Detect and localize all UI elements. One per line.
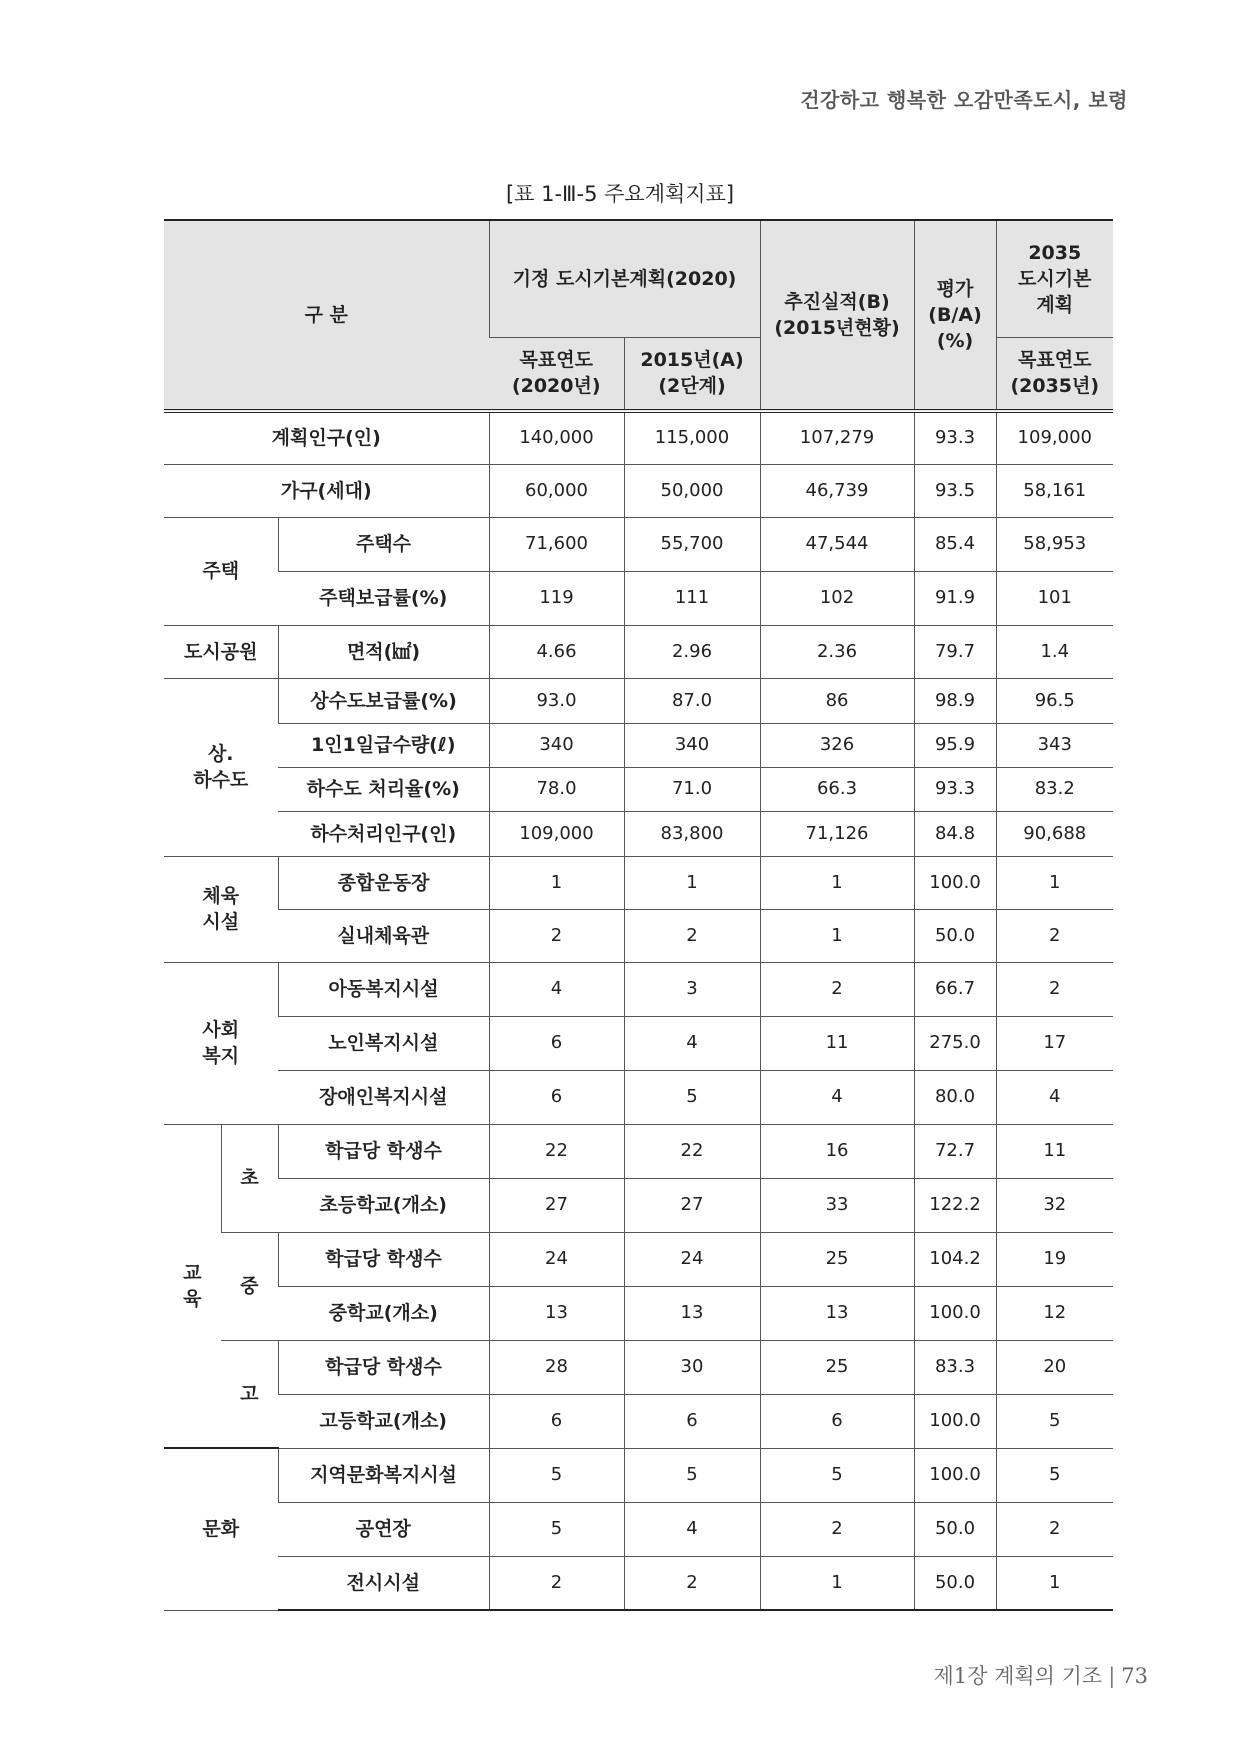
cell-actual: 47,544	[760, 517, 914, 571]
cell-eval: 98.9	[914, 678, 996, 723]
row-label: 초등학교(개소)	[278, 1178, 489, 1232]
cell-2015: 5	[624, 1448, 760, 1502]
table-row	[164, 1070, 1113, 1124]
cell-eval: 50.0	[914, 909, 996, 962]
cell-2015: 115,000	[624, 411, 760, 464]
cell-target-2020: 4.66	[489, 625, 624, 678]
cell-target-2020: 27	[489, 1178, 624, 1232]
cell-target-2035: 1	[996, 856, 1113, 909]
cell-eval: 80.0	[914, 1070, 996, 1124]
table-row	[164, 1178, 1113, 1232]
cell-target-2035: 343	[996, 723, 1113, 767]
table-row	[164, 811, 1113, 856]
group-education-elementary: 초	[221, 1124, 278, 1232]
group-park: 도시공원	[164, 625, 278, 678]
cell-actual: 86	[760, 678, 914, 723]
cell-2015: 87.0	[624, 678, 760, 723]
cell-target-2035: 96.5	[996, 678, 1113, 723]
table-row	[164, 625, 1113, 678]
cell-target-2035: 58,161	[996, 464, 1113, 517]
cell-2015: 111	[624, 571, 760, 625]
cell-2015: 24	[624, 1232, 760, 1286]
header-plan2035: 2035 도시기본 계획	[996, 220, 1113, 337]
cell-target-2035: 4	[996, 1070, 1113, 1124]
cell-eval: 122.2	[914, 1178, 996, 1232]
running-header: 건강하고 행복한 오감만족도시, 보령	[800, 88, 1128, 112]
row-label: 중학교(개소)	[278, 1286, 489, 1340]
cell-2015: 5	[624, 1070, 760, 1124]
table-row	[164, 962, 1113, 1016]
cell-eval: 79.7	[914, 625, 996, 678]
cell-2015: 71.0	[624, 767, 760, 811]
cell-target-2020: 5	[489, 1502, 624, 1556]
cell-actual: 1	[760, 1556, 914, 1610]
header-2015-phase: 2015년(A) (2단계)	[624, 337, 760, 411]
cell-2015: 30	[624, 1340, 760, 1394]
cell-eval: 93.3	[914, 767, 996, 811]
cell-target-2020: 6	[489, 1394, 624, 1448]
table-row	[164, 571, 1113, 625]
cell-eval: 275.0	[914, 1016, 996, 1070]
table-row	[164, 767, 1113, 811]
row-label: 면적(㎢)	[278, 625, 489, 678]
row-label: 상수도보급률(%)	[278, 678, 489, 723]
cell-actual: 25	[760, 1340, 914, 1394]
cell-eval: 50.0	[914, 1556, 996, 1610]
table-row	[164, 1502, 1113, 1556]
cell-2015: 3	[624, 962, 760, 1016]
table-row	[164, 1232, 1113, 1286]
cell-2015: 27	[624, 1178, 760, 1232]
row-label: 가구(세대)	[164, 464, 489, 517]
table-row	[164, 1016, 1113, 1070]
header-evaluation: 평가 (B/A) (%)	[914, 220, 996, 411]
cell-target-2035: 109,000	[996, 411, 1113, 464]
cell-actual: 2.36	[760, 625, 914, 678]
cell-eval: 100.0	[914, 856, 996, 909]
cell-actual: 326	[760, 723, 914, 767]
cell-actual: 16	[760, 1124, 914, 1178]
cell-target-2020: 13	[489, 1286, 624, 1340]
cell-eval: 104.2	[914, 1232, 996, 1286]
row-label: 주택보급률(%)	[278, 571, 489, 625]
cell-eval: 100.0	[914, 1394, 996, 1448]
cell-target-2020: 1	[489, 856, 624, 909]
cell-eval: 100.0	[914, 1286, 996, 1340]
cell-target-2035: 2	[996, 962, 1113, 1016]
table-row	[164, 1286, 1113, 1340]
cell-target-2035: 2	[996, 1502, 1113, 1556]
cell-target-2035: 58,953	[996, 517, 1113, 571]
key-plan-indicators-table	[164, 219, 1113, 1611]
page-number: 73	[1121, 1664, 1148, 1688]
cell-eval: 66.7	[914, 962, 996, 1016]
cell-2015: 83,800	[624, 811, 760, 856]
cell-target-2020: 6	[489, 1016, 624, 1070]
cell-target-2020: 2	[489, 1556, 624, 1610]
table-row	[164, 1448, 1113, 1502]
row-label: 공연장	[278, 1502, 489, 1556]
row-label: 1인1일급수량(ℓ)	[278, 723, 489, 767]
page-footer	[933, 1660, 1148, 1690]
cell-target-2035: 11	[996, 1124, 1113, 1178]
table-row	[164, 1394, 1113, 1448]
table-row	[164, 856, 1113, 909]
cell-2015: 2	[624, 909, 760, 962]
cell-eval: 91.9	[914, 571, 996, 625]
cell-target-2035: 5	[996, 1394, 1113, 1448]
cell-eval: 93.5	[914, 464, 996, 517]
cell-target-2020: 109,000	[489, 811, 624, 856]
row-label: 학급당 학생수	[278, 1232, 489, 1286]
cell-target-2035: 19	[996, 1232, 1113, 1286]
row-label: 하수처리인구(인)	[278, 811, 489, 856]
cell-2015: 6	[624, 1394, 760, 1448]
cell-target-2035: 12	[996, 1286, 1113, 1340]
cell-actual: 2	[760, 962, 914, 1016]
cell-target-2020: 78.0	[489, 767, 624, 811]
table-row	[164, 411, 1113, 464]
row-label: 학급당 학생수	[278, 1124, 489, 1178]
cell-target-2035: 90,688	[996, 811, 1113, 856]
table-row	[164, 678, 1113, 723]
group-sports: 체육 시설	[164, 856, 278, 962]
cell-actual: 6	[760, 1394, 914, 1448]
group-education-middle: 중	[221, 1232, 278, 1340]
row-label: 지역문화복지시설	[278, 1448, 489, 1502]
cell-target-2020: 24	[489, 1232, 624, 1286]
cell-target-2020: 71,600	[489, 517, 624, 571]
cell-target-2020: 93.0	[489, 678, 624, 723]
group-welfare: 사회 복지	[164, 962, 278, 1124]
cell-target-2020: 28	[489, 1340, 624, 1394]
cell-actual: 1	[760, 856, 914, 909]
cell-eval: 83.3	[914, 1340, 996, 1394]
row-label: 종합운동장	[278, 856, 489, 909]
cell-target-2035: 17	[996, 1016, 1113, 1070]
group-culture: 문화	[164, 1448, 278, 1610]
cell-target-2020: 5	[489, 1448, 624, 1502]
cell-target-2035: 101	[996, 571, 1113, 625]
table-row	[164, 1556, 1113, 1610]
row-label: 하수도 처리율(%)	[278, 767, 489, 811]
group-education-high: 고	[221, 1340, 278, 1448]
cell-target-2035: 5	[996, 1448, 1113, 1502]
cell-target-2020: 119	[489, 571, 624, 625]
row-label: 장애인복지시설	[278, 1070, 489, 1124]
cell-eval: 95.9	[914, 723, 996, 767]
table-row	[164, 909, 1113, 962]
row-label: 아동복지시설	[278, 962, 489, 1016]
header-target-year-2035: 목표연도 (2035년)	[996, 337, 1113, 411]
cell-target-2035: 1.4	[996, 625, 1113, 678]
header-category: 구 분	[164, 220, 489, 411]
cell-2015: 1	[624, 856, 760, 909]
table-row	[164, 517, 1113, 571]
footer-separator: |	[1108, 1664, 1116, 1688]
cell-actual: 2	[760, 1502, 914, 1556]
cell-eval: 50.0	[914, 1502, 996, 1556]
cell-eval: 85.4	[914, 517, 996, 571]
cell-2015: 4	[624, 1502, 760, 1556]
cell-actual: 46,739	[760, 464, 914, 517]
cell-actual: 107,279	[760, 411, 914, 464]
cell-target-2020: 2	[489, 909, 624, 962]
header-target-year-2020: 목표연도 (2020년)	[489, 337, 624, 411]
table-caption: [표 1-Ⅲ-5 주요계획지표]	[505, 182, 735, 206]
cell-eval: 93.3	[914, 411, 996, 464]
cell-eval: 72.7	[914, 1124, 996, 1178]
row-label: 학급당 학생수	[278, 1340, 489, 1394]
cell-target-2020: 4	[489, 962, 624, 1016]
cell-2015: 13	[624, 1286, 760, 1340]
cell-actual: 102	[760, 571, 914, 625]
cell-actual: 66.3	[760, 767, 914, 811]
cell-target-2035: 32	[996, 1178, 1113, 1232]
cell-target-2020: 6	[489, 1070, 624, 1124]
cell-2015: 22	[624, 1124, 760, 1178]
cell-actual: 33	[760, 1178, 914, 1232]
group-housing: 주택	[164, 517, 278, 625]
table-row	[164, 464, 1113, 517]
cell-actual: 5	[760, 1448, 914, 1502]
cell-2015: 2	[624, 1556, 760, 1610]
cell-actual: 25	[760, 1232, 914, 1286]
cell-eval: 100.0	[914, 1448, 996, 1502]
row-label: 노인복지시설	[278, 1016, 489, 1070]
cell-target-2020: 60,000	[489, 464, 624, 517]
row-label: 계획인구(인)	[164, 411, 489, 464]
chapter-title: 제1장 계획의 기조	[933, 1664, 1103, 1688]
cell-2015: 4	[624, 1016, 760, 1070]
row-label: 고등학교(개소)	[278, 1394, 489, 1448]
table-row	[164, 723, 1113, 767]
row-label: 주택수	[278, 517, 489, 571]
cell-target-2020: 22	[489, 1124, 624, 1178]
cell-target-2020: 140,000	[489, 411, 624, 464]
cell-target-2035: 83.2	[996, 767, 1113, 811]
cell-actual: 1	[760, 909, 914, 962]
table-row	[164, 1124, 1113, 1178]
cell-2015: 50,000	[624, 464, 760, 517]
row-label: 실내체육관	[278, 909, 489, 962]
cell-target-2035: 2	[996, 909, 1113, 962]
cell-actual: 4	[760, 1070, 914, 1124]
header-plan2020: 기정 도시기본계획(2020)	[489, 220, 760, 337]
table-row	[164, 1340, 1113, 1394]
row-label: 전시시설	[278, 1556, 489, 1610]
cell-2015: 2.96	[624, 625, 760, 678]
cell-2015: 340	[624, 723, 760, 767]
cell-eval: 84.8	[914, 811, 996, 856]
cell-actual: 11	[760, 1016, 914, 1070]
group-water-sewer: 상. 하수도	[164, 678, 278, 856]
cell-target-2020: 340	[489, 723, 624, 767]
cell-actual: 71,126	[760, 811, 914, 856]
group-education: 교 육	[164, 1124, 221, 1448]
cell-target-2035: 1	[996, 1556, 1113, 1610]
cell-actual: 13	[760, 1286, 914, 1340]
header-actual: 추진실적(B) (2015년현황)	[760, 220, 914, 411]
cell-target-2035: 20	[996, 1340, 1113, 1394]
cell-2015: 55,700	[624, 517, 760, 571]
